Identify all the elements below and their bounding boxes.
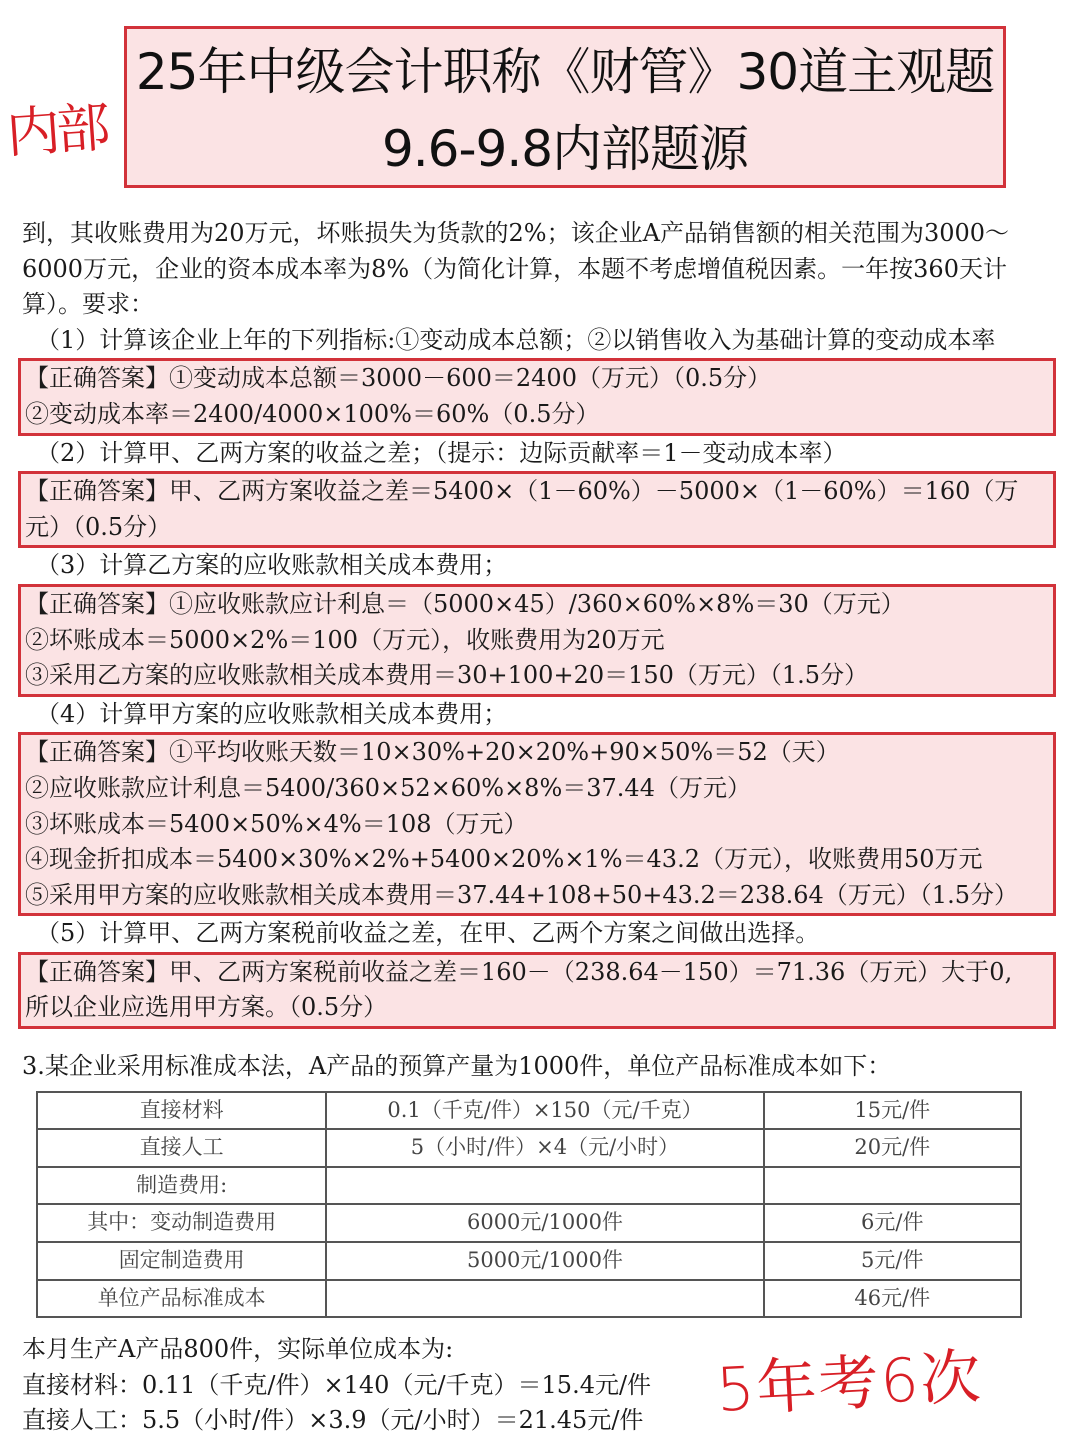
table-row [37, 1092, 1021, 1130]
standard-cost-table [36, 1091, 1022, 1319]
answer-line: 【正确答案】①变动成本总额＝3000－600＝2400（万元）（0.5分） [25, 364, 772, 393]
answer-line: 【正确答案】①应收账款应计利息＝（5000×45）/360×60%×8%＝30（万元） [25, 589, 905, 618]
answer-box-5 [18, 952, 1056, 1029]
answer-line: 所以企业应选用甲方案。（0.5分） [25, 993, 388, 1022]
question-4: （4）计算甲方案的应收账款相关成本费用； [36, 699, 508, 728]
answer-box-1 [18, 358, 1056, 435]
answer-line: ③采用乙方案的应收账款相关成本费用＝30+100+20＝150（万元）（1.5分） [25, 661, 869, 690]
answer-line: 【正确答案】甲、乙两方案税前收益之差＝160－（238.64－150）＝71.36（万元）大于0, [25, 957, 1013, 986]
page-subtitle: 9.6-9.8内部题源 [381, 120, 749, 178]
table-cell: 其中：变动制造费用 [37, 1204, 326, 1242]
table-cell: 直接人工 [37, 1129, 326, 1167]
tail-line: 直接材料：0.11（千克/件）×140（元/千克）＝15.4元/件 [22, 1370, 652, 1399]
handwritten-note-neibu: 内部 [4, 95, 109, 166]
table-cell: 单位产品标准成本 [37, 1280, 326, 1318]
question-3: （3）计算乙方案的应收账款相关成本费用； [36, 551, 508, 580]
page-title: 25年中级会计职称《财管》30道主观题 [135, 43, 995, 101]
table-cell: 0.1（千克/件）×150（元/千克） [326, 1092, 763, 1130]
intro-line: 到，其收账费用为20万元，坏账损失为货款的2%；该企业A产品销售额的相关范围为3000～ [22, 219, 1010, 247]
answer-line: 【正确答案】①平均收账天数＝10×30%+20×20%+90×50%＝52（天） [25, 738, 840, 767]
problem-3-intro: 3.某企业采用标准成本法，A产品的预算产量为1000件，单位产品标准成本如下： [22, 1052, 892, 1081]
intro-line: 6000万元，企业的资本成本率为8%（为简化计算，本题不考虑增值税因素。一年按360天计 [22, 254, 1007, 283]
handwritten-note-exam-count: 5年考6次 [714, 1342, 985, 1426]
table-cell: 6000元/1000件 [326, 1204, 763, 1242]
tail-line: 直接人工：5.5（小时/件）×3.9（元/小时）＝21.45元/件 [22, 1406, 644, 1435]
table-row [37, 1129, 1021, 1167]
answer-box-3 [18, 584, 1056, 697]
answer-box-4 [18, 732, 1056, 916]
question-2: （2）计算甲、乙两方案的收益之差；（提示：边际贡献率＝1－变动成本率） [36, 438, 847, 467]
table-cell: 固定制造费用 [37, 1242, 326, 1280]
table-cell [326, 1167, 763, 1205]
document-body [22, 216, 1062, 1439]
table-cell: 直接材料 [37, 1092, 326, 1130]
answer-box-2 [18, 471, 1056, 548]
table-cell: 制造费用: [37, 1167, 326, 1205]
question-1: （1）计算该企业上年的下列指标:①变动成本总额；②以销售收入为基础计算的变动成本率 [36, 325, 996, 354]
answer-line: ②变动成本率＝2400/4000×100%＝60%（0.5分） [25, 399, 600, 428]
title-box [124, 26, 1006, 188]
answer-line: ④现金折扣成本＝5400×30%×2%+5400×20%×1%＝43.2（万元），收账费用50万元 [25, 845, 983, 874]
table-cell: 15元/件 [764, 1092, 1021, 1130]
table-cell: 5（小时/件）×4（元/小时） [326, 1129, 763, 1167]
table-cell: 46元/件 [764, 1280, 1021, 1318]
table-row [37, 1167, 1021, 1205]
table-cell [764, 1167, 1021, 1205]
answer-line: ③坏账成本＝5400×50%×4%＝108（万元） [25, 809, 528, 838]
answer-line: 【正确答案】甲、乙两方案收益之差＝5400×（1－60%）－5000×（1－60%）＝160（万 [25, 477, 1019, 506]
table-cell: 6元/件 [764, 1204, 1021, 1242]
table-row [37, 1242, 1021, 1280]
intro-line: 算）。要求： [22, 290, 154, 319]
answer-line: ②应收账款应计利息＝5400/360×52×60%×8%＝37.44（万元） [25, 773, 751, 802]
answer-line: ⑤采用甲方案的应收账款相关成本费用＝37.44+108+50+43.2＝238.64（万元）（1.5分） [25, 880, 1018, 909]
table-cell [326, 1280, 763, 1318]
table-row [37, 1204, 1021, 1242]
table-cell: 5元/件 [764, 1242, 1021, 1280]
answer-line: 元）（0.5分） [25, 512, 172, 541]
table-row [37, 1280, 1021, 1318]
tail-line: 本月生产A产品800件，实际单位成本为: [22, 1335, 454, 1364]
question-5: （5）计算甲、乙两方案税前收益之差，在甲、乙两个方案之间做出选择。 [36, 919, 820, 948]
answer-line: ②坏账成本＝5000×2%＝100（万元），收账费用为20万元 [25, 625, 665, 654]
table-cell: 20元/件 [764, 1129, 1021, 1167]
table-cell: 5000元/1000件 [326, 1242, 763, 1280]
